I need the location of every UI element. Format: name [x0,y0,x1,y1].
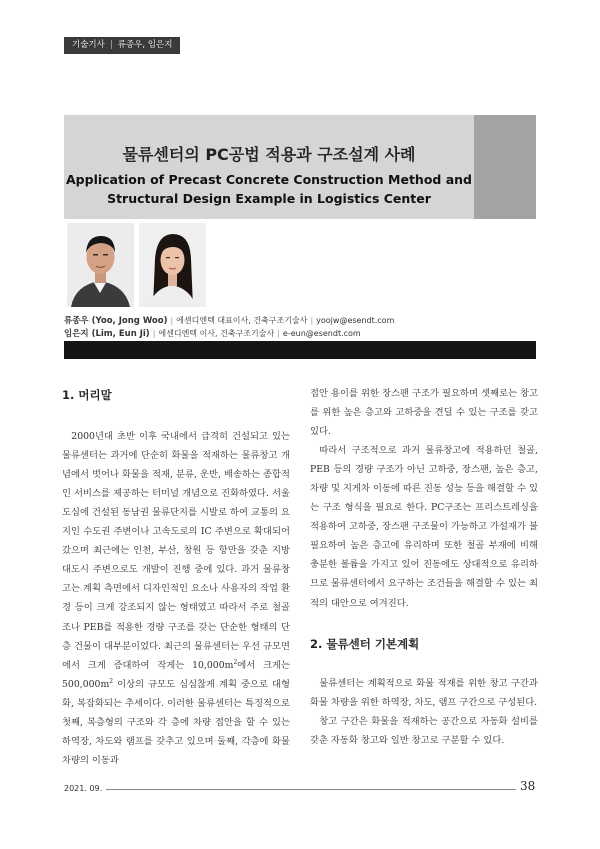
superscript-2: 2 [233,658,238,666]
divider-bar [64,341,536,359]
footer-date: 2021. 09. [64,784,103,793]
body-text: 2000년대 초반 이후 국내에서 급격히 건설되고 있는 물류센터는 과거에 단순히 화물을 적재하는 물류창고 개념에서 벗어나 화물을 적재, 분류, 운반, 배송하는 종합적인 서비스를 제공하는 터미널 개념으로 진화하였다. 서울 도심에 건설된 동남권 물류단지를 시발로 하여 교통의 요지인 수도권 주변이나 고속도로의 IC 주변으로 확대되어 갔으며 최근에는 인천, 부산, 창원 등 항만을 갖춘 지방 대도시 주변으로도 개발이 진행 중에 있다. 과거 물류창고는 계획 측면에서 디자인적인 요소나 사용자의 작업 환경 등이 크게 강조되지 않는 형태였고 따라서 주로 철골조나 PEB를 적용한 경량 구조를 갖는 단순한 형태의 단층 건물이 대부분이었다. 최근의 물류센터는 우선 규모면에서 크게 증대하여 작게는 10,000m [62,431,290,671]
author-name: 임은지 (Lim, Eun Ji) [64,329,150,339]
author-portrait-female [139,223,206,307]
author-photo-2 [139,223,206,307]
author-separator: | [152,329,156,338]
author-portrait-male [67,223,134,307]
author-info-1 [64,314,394,326]
header-section: 기술기사 [72,40,105,50]
author-info-2 [64,327,361,339]
author-photo-1 [67,223,134,307]
author-affiliation: 에센디엔텍 대표이사, 건축구조기술사 [176,316,308,325]
author-separator: | [310,316,314,325]
author-email: e-eun@esendt.com [282,329,361,338]
title-korean: 물류센터의 PC공법 적용과 구조설계 사례 [122,145,416,164]
body-text: 에서 크게는 500,000m [62,659,290,690]
section-heading: 2. 물류센터 기본계획 [310,636,420,651]
section-heading: 1. 머리말 [62,388,112,402]
author-separator: | [170,316,174,325]
page-margin [0,0,64,849]
title-english-line2: Structural Design Example in Logistics Center [107,191,431,206]
title-english-line1: Application of Precast Concrete Construction Method and [66,172,472,187]
title-english [64,170,474,208]
header-authors: 류종우, 임은지 [117,40,173,50]
running-header [64,37,180,54]
author-name: 류종우 (Yoo, Jong Woo) [64,316,168,326]
author-affiliation: 에센디엔텍 이사, 건축구조기술사 [158,329,275,338]
text-column-left [62,386,290,770]
body-paragraph: 접안 용이를 위한 장스팬 구조가 필요하며 셋째로는 창고를 위한 높은 층고와 고하중을 견딜 수 있는 구조를 갖고 있다. [310,388,538,438]
author-separator: | [277,329,280,338]
author-email: yoojw@esendt.com [316,316,395,325]
footer-rule [106,789,516,790]
page-number: 38 [520,779,536,793]
body-text: 이상의 규모도 심심찮게 계획 중으로 대형화, 복잡화되는 추세이다. 이러한 물류센터는 특징적으로 첫째, 복층형의 구조와 각 층에 차량 접안을 할 수 있는 하역장, 차도와 램프를 갖추고 있으며 둘째, 각층에 화물 차량의 이동과 [62,678,290,766]
header-separator: | [109,40,113,50]
title-banner-accent [474,115,536,219]
text-column-right [310,384,538,750]
body-paragraph [62,427,290,770]
body-paragraph: 따라서 구조적으로 과거 물류창고에 적용하던 철골, PEB 등의 경량 구조가 아닌 고하중, 장스팬, 높은 층고, 차량 및 지게차 이동에 따른 진동 성능 등을 해결할 수 있는 구조 형식을 필요로 한다. PC구조는 프리스트레싱을 적용하여 고하중, 장스팬 구조물이 가능하고 가설재가 불필요하여 높은 층고에 유리하며 또한 철골 부재에 비해 충분한 볼륨을 가지고 있어 진동에도 상대적으로 유리하므로 물류센터에서 요구하는 조건들을 해결할 수 있는 최적의 대안으로 여겨진다. [310,445,538,609]
body-paragraph: 창고 구간은 화물을 적재하는 공간으로 자동화 설비를 갖춘 자동화 창고와 일반 창고로 구분할 수 있다. [310,715,538,746]
body-paragraph: 물류센터는 계획적으로 화물 적재를 위한 창고 구간과 화물 차량을 위한 하역장, 차도, 램프 구간으로 구성된다. [310,677,538,708]
superscript-2: 2 [109,677,114,685]
